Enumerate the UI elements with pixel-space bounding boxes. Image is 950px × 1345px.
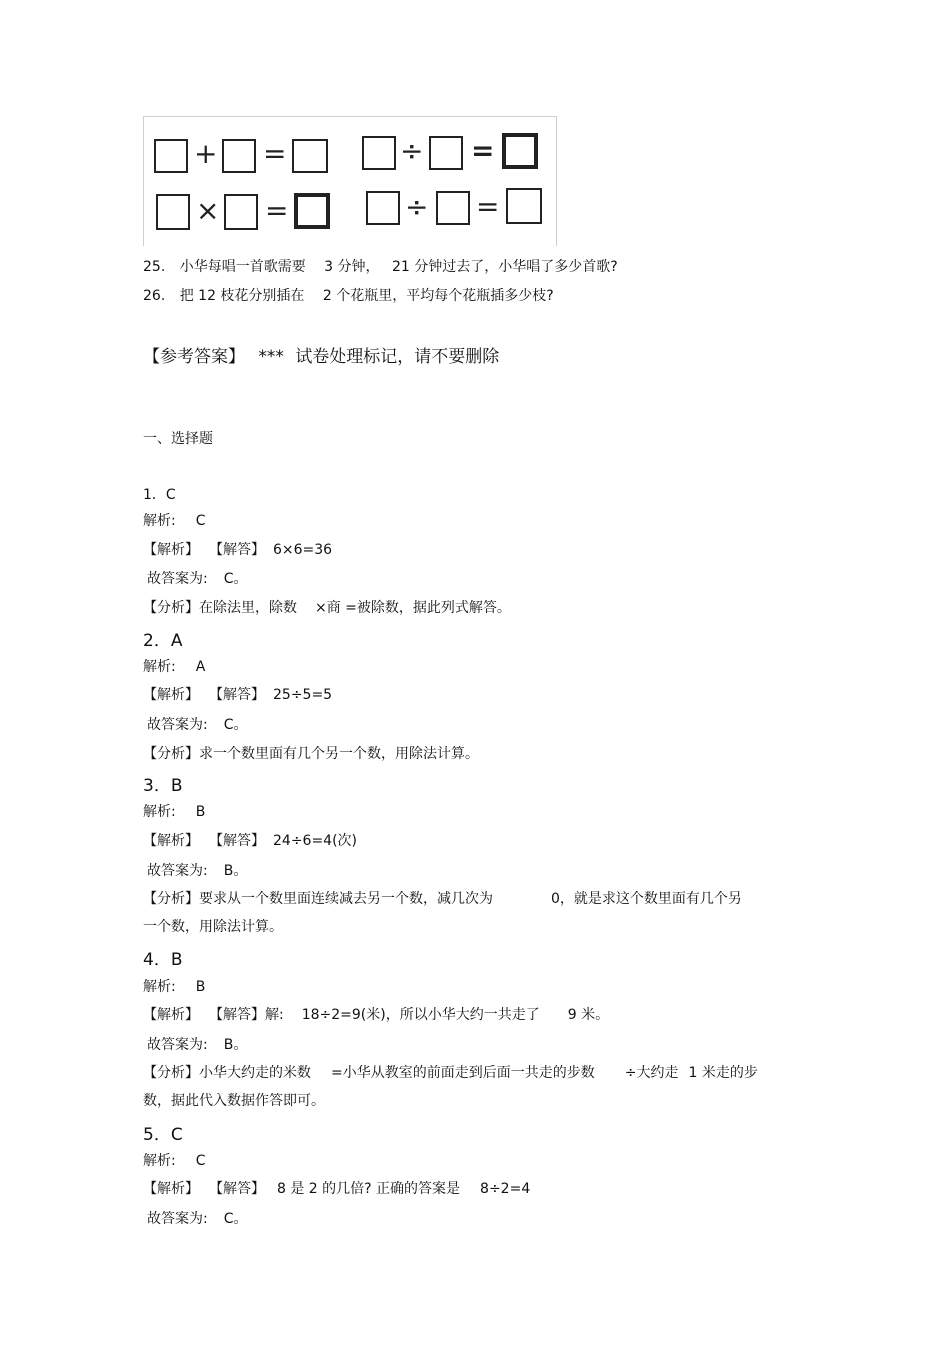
fenxi-continuation: 数，据此代入数据作答即可。 [143, 1093, 325, 1109]
solve-label: 【解析】 [143, 1007, 199, 1023]
blank-box [366, 191, 400, 225]
analysis-value: C [195, 1153, 206, 1169]
processing-mark: *** [258, 347, 284, 367]
fenxi-label: 【分析】 [143, 891, 199, 907]
solve-label: 【解析】 [143, 833, 199, 849]
fenxi-text: 小华大约走的米数 [199, 1065, 311, 1081]
result-label: 故答案为: [147, 571, 208, 587]
result-label: 故答案为: [147, 863, 208, 879]
blank-box [154, 139, 188, 173]
fenxi-label: 【分析】 [143, 746, 199, 762]
equals-sign: = [265, 194, 289, 227]
fenxi-text: 在除法里，除数 [199, 600, 297, 616]
analysis-line [143, 801, 205, 821]
question-number: 25. [143, 259, 166, 275]
fenxi-continuation: 一个数，用除法计算。 [143, 919, 283, 935]
question-text: 把 12 枝花分别插在 [179, 288, 305, 304]
times-sign: × [196, 194, 220, 227]
result-value: C。 [223, 571, 248, 587]
solve-text: 8 是 2 的几倍? 正确的答案是 [277, 1181, 461, 1197]
solve-label: 【解析】 [143, 542, 199, 558]
question-25 [143, 256, 618, 276]
solve-text: 6×6=36 [273, 542, 333, 558]
result-line [147, 1034, 247, 1054]
analysis-value: C [195, 513, 206, 529]
result-line [147, 714, 248, 734]
result-line [147, 1208, 248, 1228]
analysis-line [143, 976, 205, 996]
solve-label: 【解析】 [143, 687, 199, 703]
solve-line [143, 684, 332, 704]
result-label: 故答案为: [147, 1037, 208, 1053]
answer-head: 3．B [143, 776, 183, 796]
answer-header-title: 【参考答案】 [143, 347, 245, 367]
solve-text: 9 米。 [567, 1007, 610, 1023]
equals-sign: = [471, 134, 495, 167]
analysis-label: 解析: [143, 979, 176, 995]
answer-head: 1．C [143, 487, 176, 503]
answer-head: 2．A [143, 631, 183, 651]
solve-text: 8÷2=4 [480, 1181, 531, 1197]
blank-box [156, 194, 190, 230]
result-value: B。 [223, 863, 248, 879]
processing-note: 试卷处理标记，请不要删除 [295, 347, 500, 367]
result-line [147, 860, 247, 880]
question-text: 21 分钟过去了，小华唱了多少首歌? [391, 259, 618, 275]
solve-line [143, 1178, 530, 1198]
fenxi-text: ×商 =被除数，据此列式解答。 [315, 600, 511, 616]
solve-line [143, 830, 357, 850]
blank-box [506, 188, 542, 224]
fenxi-text: =小华从教室的前面走到后面一共走的步数 [331, 1065, 595, 1081]
analysis-line [143, 656, 205, 676]
solve-text: 18÷2=9(米)，所以小华大约一共走了 [301, 1007, 540, 1023]
question-number: 26. [143, 288, 166, 304]
fenxi-line [143, 1062, 758, 1082]
analysis-line [143, 510, 206, 530]
result-value: C。 [223, 1211, 248, 1227]
solve-line [143, 1004, 609, 1024]
blank-box [222, 139, 256, 173]
fenxi-line [143, 888, 742, 908]
equals-sign: = [476, 190, 500, 223]
solve-label: 【解答】 [209, 687, 265, 703]
answer-head: 4．B [143, 950, 183, 970]
blank-box [362, 136, 396, 170]
solve-label: 【解析】 [143, 1181, 199, 1197]
answer-head: 5．C [143, 1125, 183, 1145]
solve-line [143, 539, 332, 559]
result-label: 故答案为: [147, 1211, 208, 1227]
section-title: 一、选择题 [143, 431, 213, 447]
analysis-value: B [195, 979, 206, 995]
analysis-label: 解析: [143, 659, 176, 675]
answer-header [143, 342, 499, 367]
fenxi-label: 【分析】 [143, 600, 199, 616]
blank-box [294, 193, 330, 229]
analysis-line [143, 1150, 206, 1170]
solve-text: 24÷6=4(次) [273, 833, 358, 849]
blank-box [224, 194, 258, 230]
fenxi-text: 要求从一个数里面连续减去另一个数，减几次为 [199, 891, 493, 907]
question-text: 2 个花瓶里，平均每个花瓶插多少枝? [322, 288, 554, 304]
fenxi-text: 0，就是求这个数里面有几个另 [551, 891, 742, 907]
question-text: 小华每唱一首歌需要 [179, 259, 306, 275]
question-text: 3 分钟， [324, 259, 380, 275]
analysis-label: 解析: [143, 513, 176, 529]
equation-figure [143, 116, 557, 246]
blank-box [502, 133, 538, 169]
solve-text: 25÷5=5 [273, 687, 333, 703]
fenxi-text: 1 米走的步 [688, 1065, 758, 1081]
question-26 [143, 285, 554, 305]
fenxi-text: ÷大约走 [624, 1065, 679, 1081]
equals-sign: = [263, 137, 287, 170]
fenxi-label: 【分析】 [143, 1065, 199, 1081]
blank-box [429, 136, 463, 170]
fenxi-text: 求一个数里面有几个另一个数，用除法计算。 [199, 746, 479, 762]
divide-sign: ÷ [400, 134, 424, 167]
solve-label: 【解答】解: [209, 1007, 284, 1023]
blank-box [436, 191, 470, 225]
divide-sign: ÷ [405, 190, 429, 223]
solve-label: 【解答】 [209, 542, 265, 558]
blank-box [292, 139, 328, 173]
result-value: B。 [223, 1037, 248, 1053]
fenxi-line [143, 743, 479, 763]
analysis-label: 解析: [143, 1153, 176, 1169]
result-label: 故答案为: [147, 717, 208, 733]
result-line [147, 568, 248, 588]
analysis-label: 解析: [143, 804, 176, 820]
plus-sign: + [194, 137, 218, 170]
analysis-value: B [195, 804, 206, 820]
solve-label: 【解答】 [209, 833, 265, 849]
analysis-value: A [195, 659, 206, 675]
fenxi-line [143, 597, 511, 617]
result-value: C。 [223, 717, 248, 733]
solve-label: 【解答】 [209, 1181, 265, 1197]
